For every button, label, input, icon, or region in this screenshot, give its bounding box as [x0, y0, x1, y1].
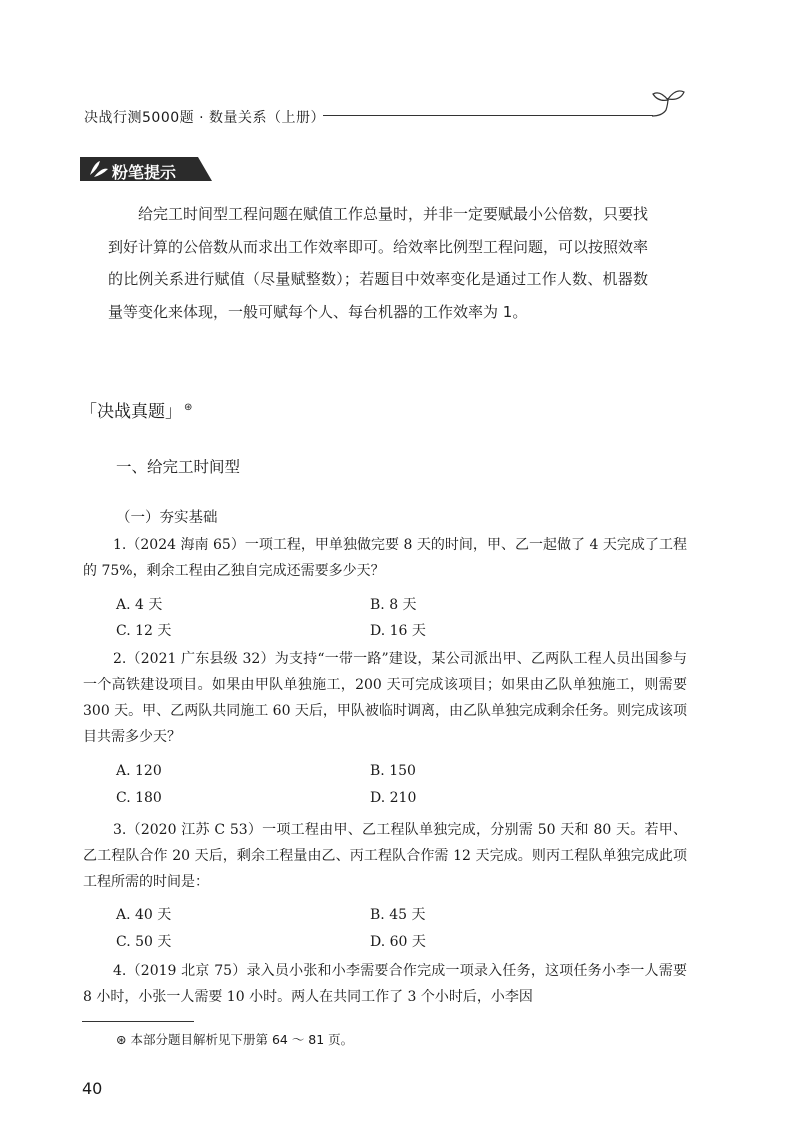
tip-paragraph: 给完工时间型工程问题在赋值工作总量时，并非一定要赋最小公倍数，只要找到好计算的公倍数从而求出工作效率即可。给效率比例型工程问题，可以按照效率的比例关系进行赋值（尽量赋整数）；若题目中效率变化是通过工作人数、机器数量等变化来体现，一般可赋每个人、每台机器的工作效率为 1。 — [108, 205, 649, 321]
question-1-option-a: A. 4 天 — [116, 597, 163, 613]
question-2-option-c: C. 180 — [116, 790, 162, 806]
footnote-text: 本部分题目解析见下册第 64 ～ 81 页。 — [130, 1032, 354, 1047]
footnote-rule — [82, 1021, 194, 1022]
section-heading-text: 「决战真题」 — [80, 402, 182, 422]
footnote-mark-icon: ⊛ — [184, 402, 193, 414]
footnote-mark-icon: ⊛ — [116, 1032, 127, 1047]
question-3-text: 3.（2020 江苏 C 53）一项工程由甲、乙工程队单独完成，分别需 50 天和 80 天。若甲、乙工程队合作 20 天后，剩余工程量由乙、丙工程队合作需 12 天完成。则丙工程队单独完成此项工程所需的时间是： — [83, 822, 687, 890]
section-heading — [80, 397, 192, 422]
question-1-text: 1.（2024 海南 65）一项工程，甲单独做完要 8 天的时间，甲、乙一起做了 4 天完成了工程的 75%，剩余工程由乙独自完成还需要多少天？ — [83, 537, 687, 579]
tip-badge-label: 粉笔提示 — [112, 163, 177, 182]
question-2-option-d: D. 210 — [370, 790, 417, 806]
sprout-icon — [648, 88, 688, 118]
question-3-option-a: A. 40 天 — [116, 907, 172, 923]
question-2-option-b: B. 150 — [370, 763, 416, 779]
subsubsection-heading: （一）夯实基础 — [116, 510, 218, 526]
footnote — [116, 1030, 353, 1048]
question-1-option-c: C. 12 天 — [116, 623, 172, 639]
question-2-text: 2.（2021 广东县级 32）为支持“一带一路”建设，某公司派出甲、乙两队工程人员出国参与一个高铁建设项目。如果由甲队单独施工，200 天可完成该项目；如果由乙队单独施工，则需要 300 天。甲、乙两队共同施工 60 天后，甲队被临时调离，由乙队单独完成剩余任务。则完成该项目共需多少天？ — [83, 651, 687, 745]
question-3-option-c: C. 50 天 — [116, 934, 172, 950]
question-1-option-d: D. 16 天 — [370, 623, 426, 639]
subsection-heading: 一、给完工时间型 — [116, 458, 241, 476]
running-header-title: 决战行测5000题 · 数量关系（上册） — [84, 110, 325, 126]
question-2-option-a: A. 120 — [116, 763, 162, 779]
question-3-option-b: B. 45 天 — [370, 907, 426, 923]
question-3-option-d: D. 60 天 — [370, 934, 426, 950]
question-1-option-b: B. 8 天 — [370, 597, 417, 613]
question-4-text: 4.（2019 北京 75）录入员小张和小李需要合作完成一项录入任务，这项任务小李一人需要 8 小时，小张一人需要 10 小时。两人在共同工作了 3 个小时后，小李因 — [83, 963, 687, 1005]
header-rule — [323, 115, 653, 116]
page-number: 40 — [82, 1079, 103, 1098]
